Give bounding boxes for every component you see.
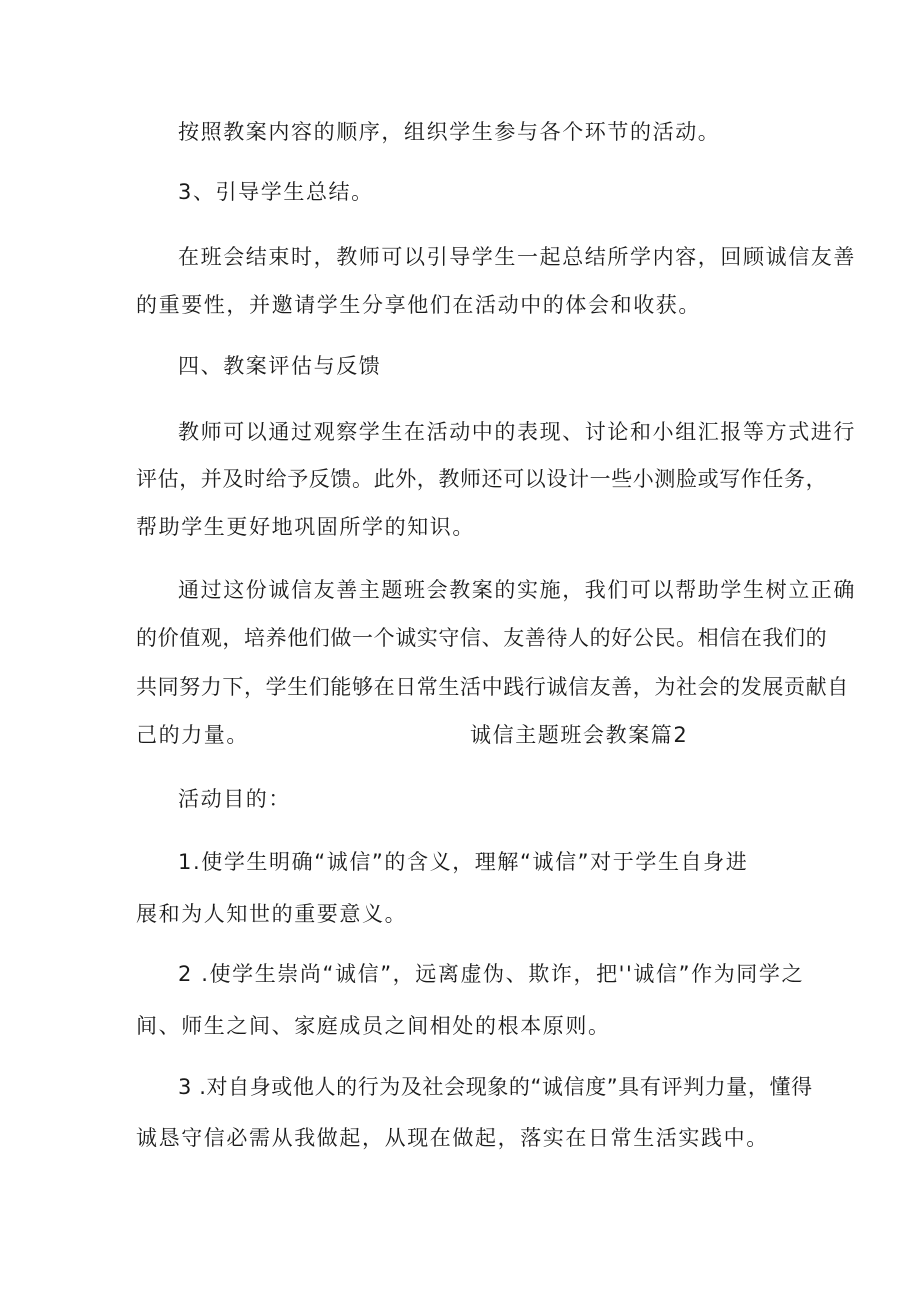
paragraph-line: 共同努力下，学生们能够在日常生活中践行诚信友善，为社会的发展贡献自 [136,675,849,699]
section-heading: 活动目的： [178,787,291,811]
paragraph-line: 帮助学生更好地巩固所学的知识。 [136,515,475,539]
paragraph-line: 按照教案内容的顺序，组织学生参与各个环节的活动。 [178,120,721,144]
paragraph-line: 教师可以通过观察学生在活动中的表现、讨论和小组汇报等方式进行 [178,420,856,444]
paragraph-line: 通过这份诚信友善主题班会教案的实施，我们可以帮助学生树立正确 [178,578,856,602]
list-item-continuation: 间、师生之间、家庭成员之间相处的根本原则。 [136,1014,611,1038]
list-item-continuation: 展和为人知世的重要意义。 [136,902,408,926]
section-heading: 四、教案评估与反馈 [178,354,382,378]
paragraph-line: 评估，并及时给予反馈。此外，教师还可以设计一些小测脸或写作任务， [136,467,828,491]
paragraph-line: 的重要性，并邀请学生分享他们在活动中的体会和收获。 [136,293,701,317]
section-heading: 3、引导学生总结。 [178,180,374,204]
paragraph-line: 的价值观，培养他们做一个诚实守信、友善待人的好公民。相信在我们的 [136,626,828,650]
paragraph-line: 在班会结束时，教师可以引导学生一起总结所学内容，回顾诚信友善 [178,245,856,269]
list-item: 2 .使学生崇尚“诚信”，远离虚伪、欺诈，把''诚信”作为同学之 [178,962,805,986]
list-item: 3 .对自身或他人的行为及社会现象的“诚信度”具有评判力量，懂得 [178,1075,813,1099]
list-item-continuation: 诚恳守信必需从我做起，从现在做起，落实在日常生活实践中。 [136,1126,769,1150]
list-item: 1.使学生明确“诚信”的含义，理解“诚信”对于学生自身进 [178,850,749,874]
section-title: 诚信主题班会教案篇2 [470,723,689,747]
paragraph-line: 己的力量。 [136,723,249,747]
